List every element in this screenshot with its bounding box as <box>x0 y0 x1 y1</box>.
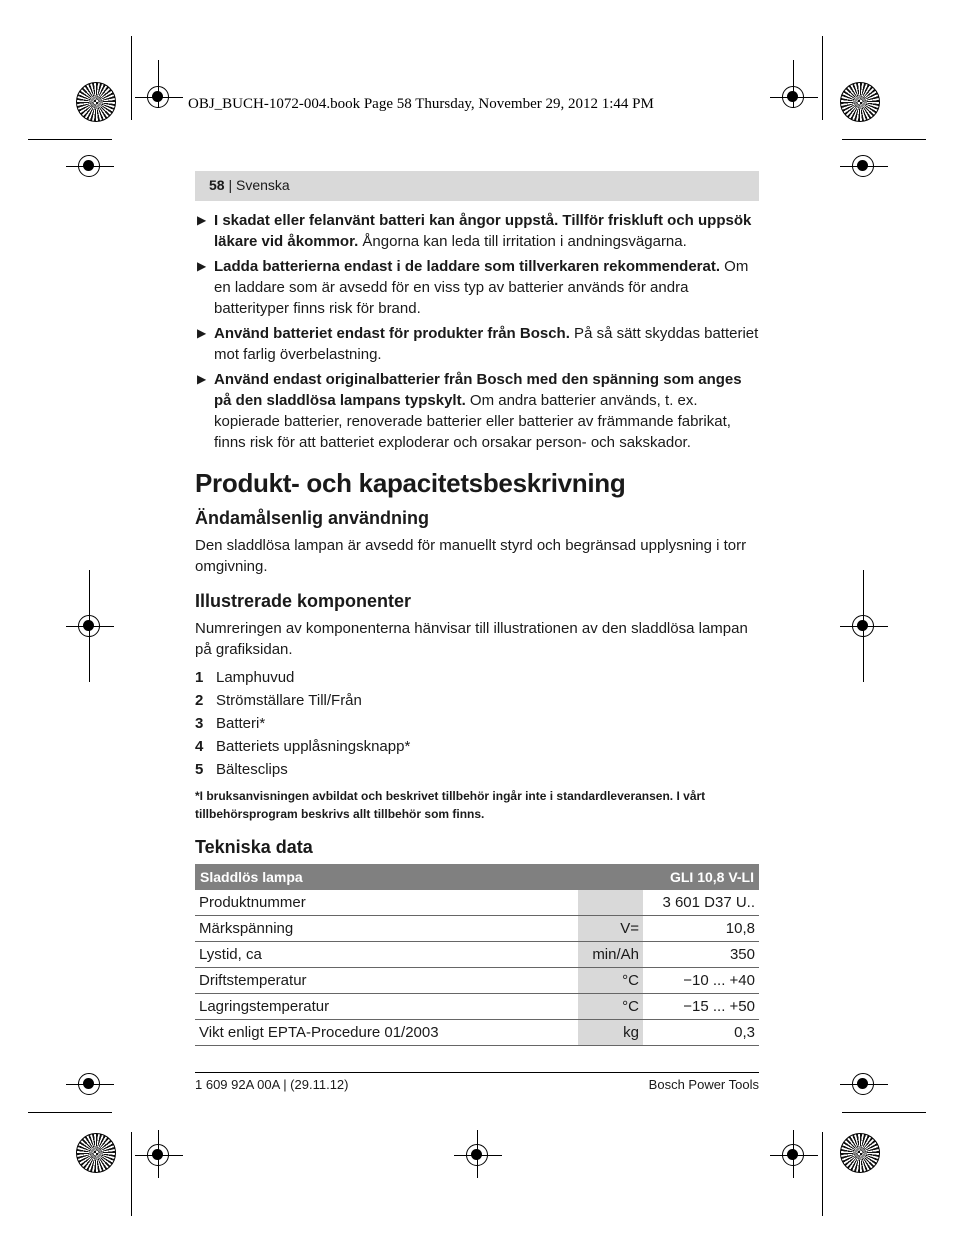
component-number: 3 <box>195 715 204 732</box>
footer-doc-id: 1 609 92A 00A | (29.11.12) <box>195 1077 349 1092</box>
component-number: 4 <box>195 738 204 755</box>
warning-text: Ångorna kan leda till irritation i andningsvägarna. <box>358 233 687 250</box>
star-target-icon <box>840 1133 880 1173</box>
cell-label: Lagringstemperatur <box>195 994 578 1020</box>
footer-brand: Bosch Power Tools <box>648 1077 759 1092</box>
cell-unit: °C <box>578 994 643 1020</box>
component-list <box>195 666 759 781</box>
cell-unit: min/Ah <box>578 942 643 968</box>
col-header-model: GLI 10,8 V-LI <box>643 864 759 890</box>
list-item <box>195 735 759 758</box>
intended-use-heading: Ändamålsenlig användning <box>195 508 430 528</box>
col-header-product: Sladdlös lampa <box>195 864 578 890</box>
component-label: Batteriets upplåsningsknapp* <box>216 738 411 755</box>
crop-mark <box>842 1112 926 1113</box>
star-target-icon <box>76 1133 116 1173</box>
table-row <box>195 994 759 1020</box>
table-row <box>195 916 759 942</box>
warning-text: Om andra batterier används, t. ex. kopierade batterier, renoverade batterier eller batterier av främmande fabrikat, finns risk för att batteriet exploderar och orsakar person- och sakskador. <box>214 392 731 451</box>
crop-mark <box>28 139 112 140</box>
cell-label: Driftstemperatur <box>195 968 578 994</box>
components-text: Numreringen av komponenterna hänvisar till illustrationen av den sladdlösa lampan på grafiksidan. <box>195 620 748 658</box>
cell-value: −10 ... +40 <box>643 968 759 994</box>
registration-line <box>89 570 90 682</box>
cell-label: Vikt enligt EPTA-Procedure 01/2003 <box>195 1020 578 1046</box>
table-row <box>195 1020 759 1046</box>
cell-label: Produktnummer <box>195 890 578 916</box>
registration-mark-icon <box>78 1073 100 1095</box>
crop-mark <box>131 1132 132 1216</box>
bullet-arrow-icon: ▶ <box>197 259 207 273</box>
cell-unit: °C <box>578 968 643 994</box>
registration-mark-icon <box>78 155 100 177</box>
cell-unit: V= <box>578 916 643 942</box>
star-target-icon <box>76 82 116 122</box>
cell-value: 0,3 <box>643 1020 759 1046</box>
star-target-icon <box>840 82 880 122</box>
component-label: Lamphuvud <box>216 669 295 686</box>
warning-text: På så sätt skyddas batteriet mot farlig överbelastning. <box>214 325 759 363</box>
list-item <box>195 758 759 781</box>
intended-use-text: Den sladdlösa lampan är avsedd för manuellt styrd och begränsad upplysning i torr omgivning. <box>195 537 747 575</box>
component-number: 1 <box>195 669 204 686</box>
component-number: 2 <box>195 692 204 709</box>
registration-mark-icon <box>852 1073 874 1095</box>
cell-unit <box>578 890 643 916</box>
bullet-arrow-icon: ▶ <box>197 326 207 340</box>
col-header-unit <box>578 864 643 890</box>
crop-mark <box>822 36 823 120</box>
cell-value: 10,8 <box>643 916 759 942</box>
registration-line <box>158 60 159 108</box>
registration-line <box>793 60 794 108</box>
table-row <box>195 890 759 916</box>
crop-mark <box>28 1112 112 1113</box>
cell-value: 3 601 D37 U.. <box>643 890 759 916</box>
registration-line <box>793 1130 794 1178</box>
main-content <box>195 210 759 1046</box>
bullet-arrow-icon: ▶ <box>197 213 207 227</box>
footnote: *I bruksanvisningen avbildat och beskrivet tillbehör ingår inte i standardleveransen. I vårt tillbehörsprogram beskrivs allt tillbehör som finns. <box>195 789 706 821</box>
tech-table <box>195 864 759 1046</box>
component-label: Strömställare Till/Från <box>216 692 362 709</box>
warning-item <box>195 210 759 252</box>
list-item <box>195 689 759 712</box>
page-label: 58 | Svenska <box>209 177 290 193</box>
bullet-arrow-icon: ▶ <box>197 372 207 386</box>
section-name: Svenska <box>236 177 290 193</box>
registration-line <box>477 1130 478 1178</box>
registration-line <box>158 1130 159 1178</box>
registration-mark-icon <box>852 155 874 177</box>
cell-label: Lystid, ca <box>195 942 578 968</box>
page-number: 58 <box>209 177 225 193</box>
warning-item <box>195 323 759 365</box>
print-slug: OBJ_BUCH-1072-004.book Page 58 Thursday, November 29, 2012 1:44 PM <box>188 96 654 112</box>
registration-line <box>863 570 864 682</box>
component-number: 5 <box>195 761 204 778</box>
page-header <box>195 171 759 201</box>
warning-item <box>195 369 759 453</box>
warning-item <box>195 256 759 319</box>
cell-label: Märkspänning <box>195 916 578 942</box>
warning-text: Om en laddare som är avsedd för en viss typ av batterier används för andra batterityper finns risk för brand. <box>214 258 749 317</box>
table-row <box>195 968 759 994</box>
list-item <box>195 712 759 735</box>
component-label: Batteri* <box>216 715 266 732</box>
warning-bold: Ladda batterierna endast i de laddare som tillverkaren rekommenderat. <box>214 258 721 275</box>
page-footer <box>195 1072 759 1092</box>
cell-value: −15 ... +50 <box>643 994 759 1020</box>
section-title: Produkt- och kapacitetsbeskrivning <box>195 468 626 498</box>
tech-heading: Tekniska data <box>195 837 313 857</box>
crop-mark <box>842 139 926 140</box>
cell-value: 350 <box>643 942 759 968</box>
table-row <box>195 942 759 968</box>
crop-mark <box>131 36 132 120</box>
list-item <box>195 666 759 689</box>
warning-bold: I skadat eller felanvänt batteri kan ångor uppstå. Tillför friskluft och uppsök läkare vid åkommor. <box>214 212 752 250</box>
warning-bold: Använd endast originalbatterier från Bosch med den spänning som anges på den sladdlösa lampans typskylt. <box>214 371 742 409</box>
table-header-row <box>195 864 759 890</box>
warning-bold: Använd batteriet endast för produkter från Bosch. <box>214 325 570 342</box>
components-heading: Illustrerade komponenter <box>195 591 412 611</box>
component-label: Bältesclips <box>216 761 288 778</box>
cell-unit: kg <box>578 1020 643 1046</box>
crop-mark <box>822 1132 823 1216</box>
